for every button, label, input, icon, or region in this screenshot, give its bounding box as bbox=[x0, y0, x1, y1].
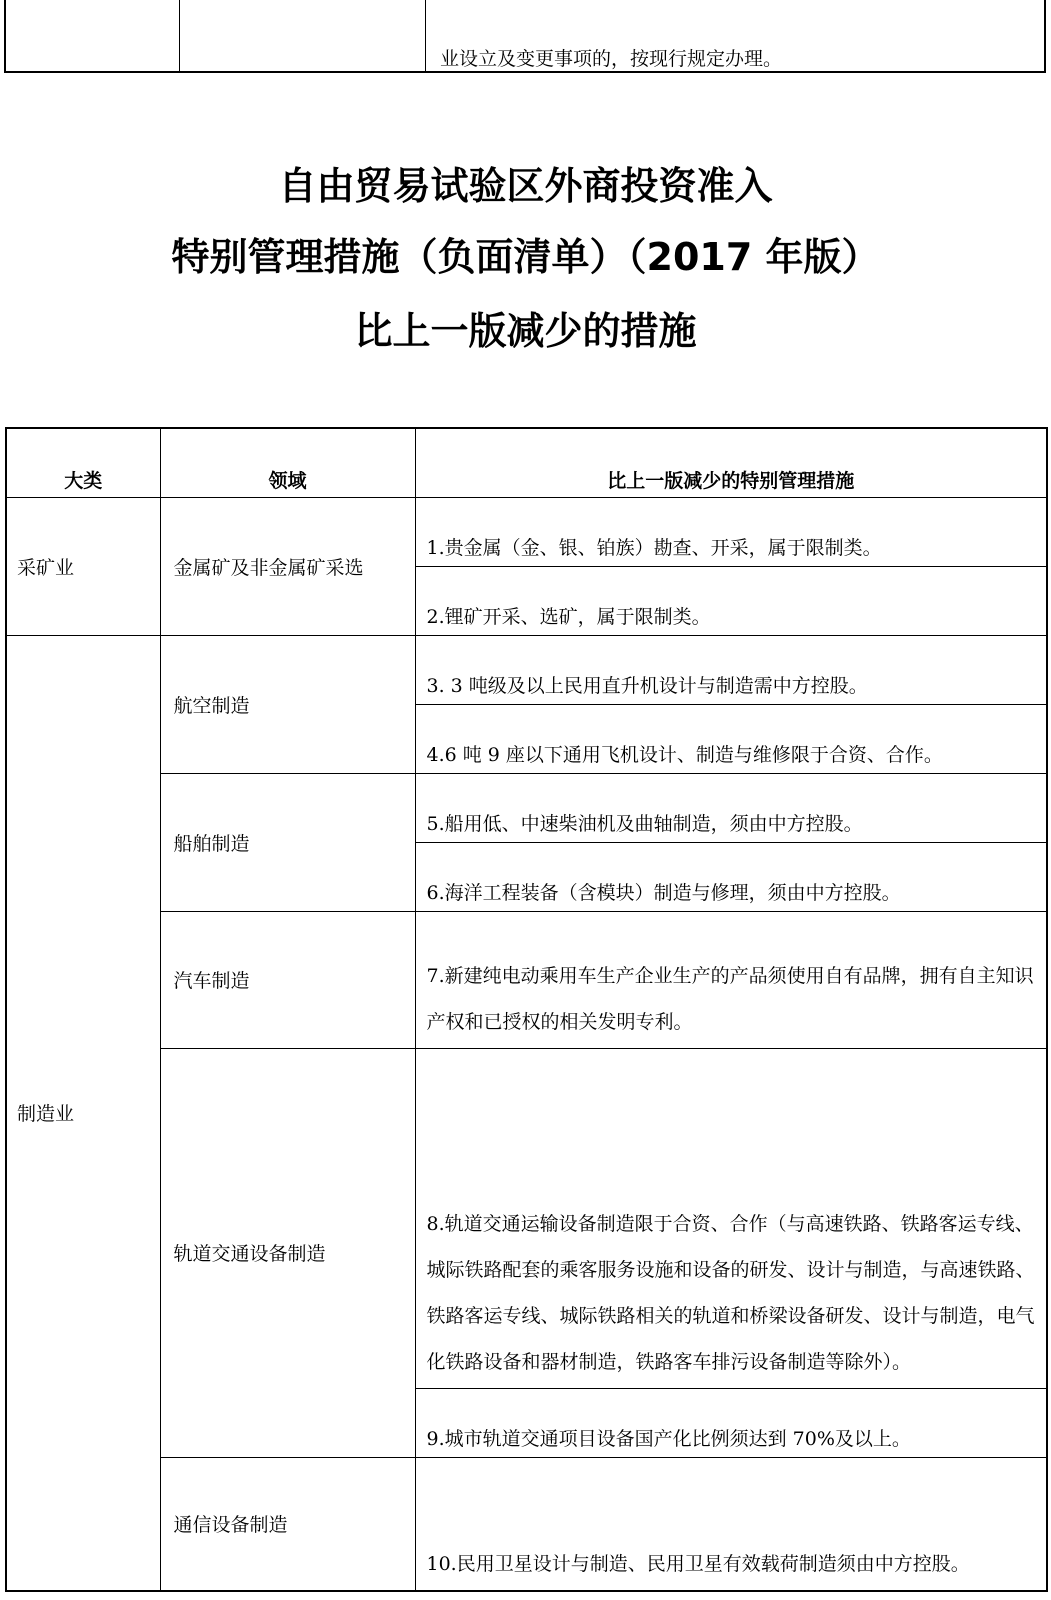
table-row bbox=[6, 1457, 1047, 1591]
field-cell: 金属矿及非金属矿采选 bbox=[160, 497, 415, 635]
previous-table-text: 业设立及变更事项的，按现行规定办理。 bbox=[440, 48, 783, 70]
measure-cell: 4.6 吨 9 座以下通用飞机设计、制造与维修限于合资、合作。 bbox=[415, 704, 1047, 773]
header-field: 领域 bbox=[160, 428, 415, 497]
column-divider bbox=[179, 0, 180, 71]
header-category: 大类 bbox=[6, 428, 160, 497]
table-header-row bbox=[6, 428, 1047, 497]
measure-cell: 3. 3 吨级及以上民用直升机设计与制造需中方控股。 bbox=[415, 635, 1047, 704]
table-row bbox=[6, 911, 1047, 1048]
table-row bbox=[6, 635, 1047, 704]
measure-cell: 1.贵金属（金、银、铂族）勘查、开采，属于限制类。 bbox=[415, 497, 1047, 566]
column-divider bbox=[425, 0, 426, 71]
field-cell: 航空制造 bbox=[160, 635, 415, 773]
measures-table bbox=[5, 427, 1048, 1592]
field-cell: 轨道交通设备制造 bbox=[160, 1048, 415, 1457]
table-row bbox=[6, 1048, 1047, 1388]
measure-cell: 6.海洋工程装备（含模块）制造与修理，须由中方控股。 bbox=[415, 842, 1047, 911]
page-title-line-2: 特别管理措施（负面清单）（2017 年版） bbox=[171, 235, 880, 279]
page-title-line-1: 自由贸易试验区外商投资准入 bbox=[278, 164, 773, 208]
measure-cell: 9.城市轨道交通项目设备国产化比例须达到 70%及以上。 bbox=[415, 1388, 1047, 1457]
field-cell: 通信设备制造 bbox=[160, 1457, 415, 1591]
measure-cell: 2.锂矿开采、选矿，属于限制类。 bbox=[415, 566, 1047, 635]
measure-cell: 5.船用低、中速柴油机及曲轴制造，须由中方控股。 bbox=[415, 773, 1047, 842]
table-row bbox=[6, 497, 1047, 566]
category-cell: 采矿业 bbox=[6, 497, 160, 635]
previous-table-fragment bbox=[4, 0, 1046, 73]
table-row bbox=[6, 773, 1047, 842]
field-cell: 船舶制造 bbox=[160, 773, 415, 911]
page-title-line-3: 比上一版减少的措施 bbox=[354, 309, 697, 353]
measure-cell: 10.民用卫星设计与制造、民用卫星有效载荷制造须由中方控股。 bbox=[415, 1457, 1047, 1591]
field-cell: 汽车制造 bbox=[160, 911, 415, 1048]
measure-cell: 7.新建纯电动乘用车生产企业生产的产品须使用自有品牌，拥有自主知识产权和已授权的相关发明专利。 bbox=[415, 911, 1047, 1048]
category-cell: 制造业 bbox=[6, 635, 160, 1591]
measure-cell: 8.轨道交通运输设备制造限于合资、合作（与高速铁路、铁路客运专线、城际铁路配套的乘客服务设施和设备的研发、设计与制造，与高速铁路、铁路客运专线、城际铁路相关的轨道和桥梁设备研发、设计与制造，电气化铁路设备和器材制造，铁路客车排污设备制造等除外）。 bbox=[415, 1048, 1047, 1388]
header-measures: 比上一版减少的特别管理措施 bbox=[415, 428, 1047, 497]
